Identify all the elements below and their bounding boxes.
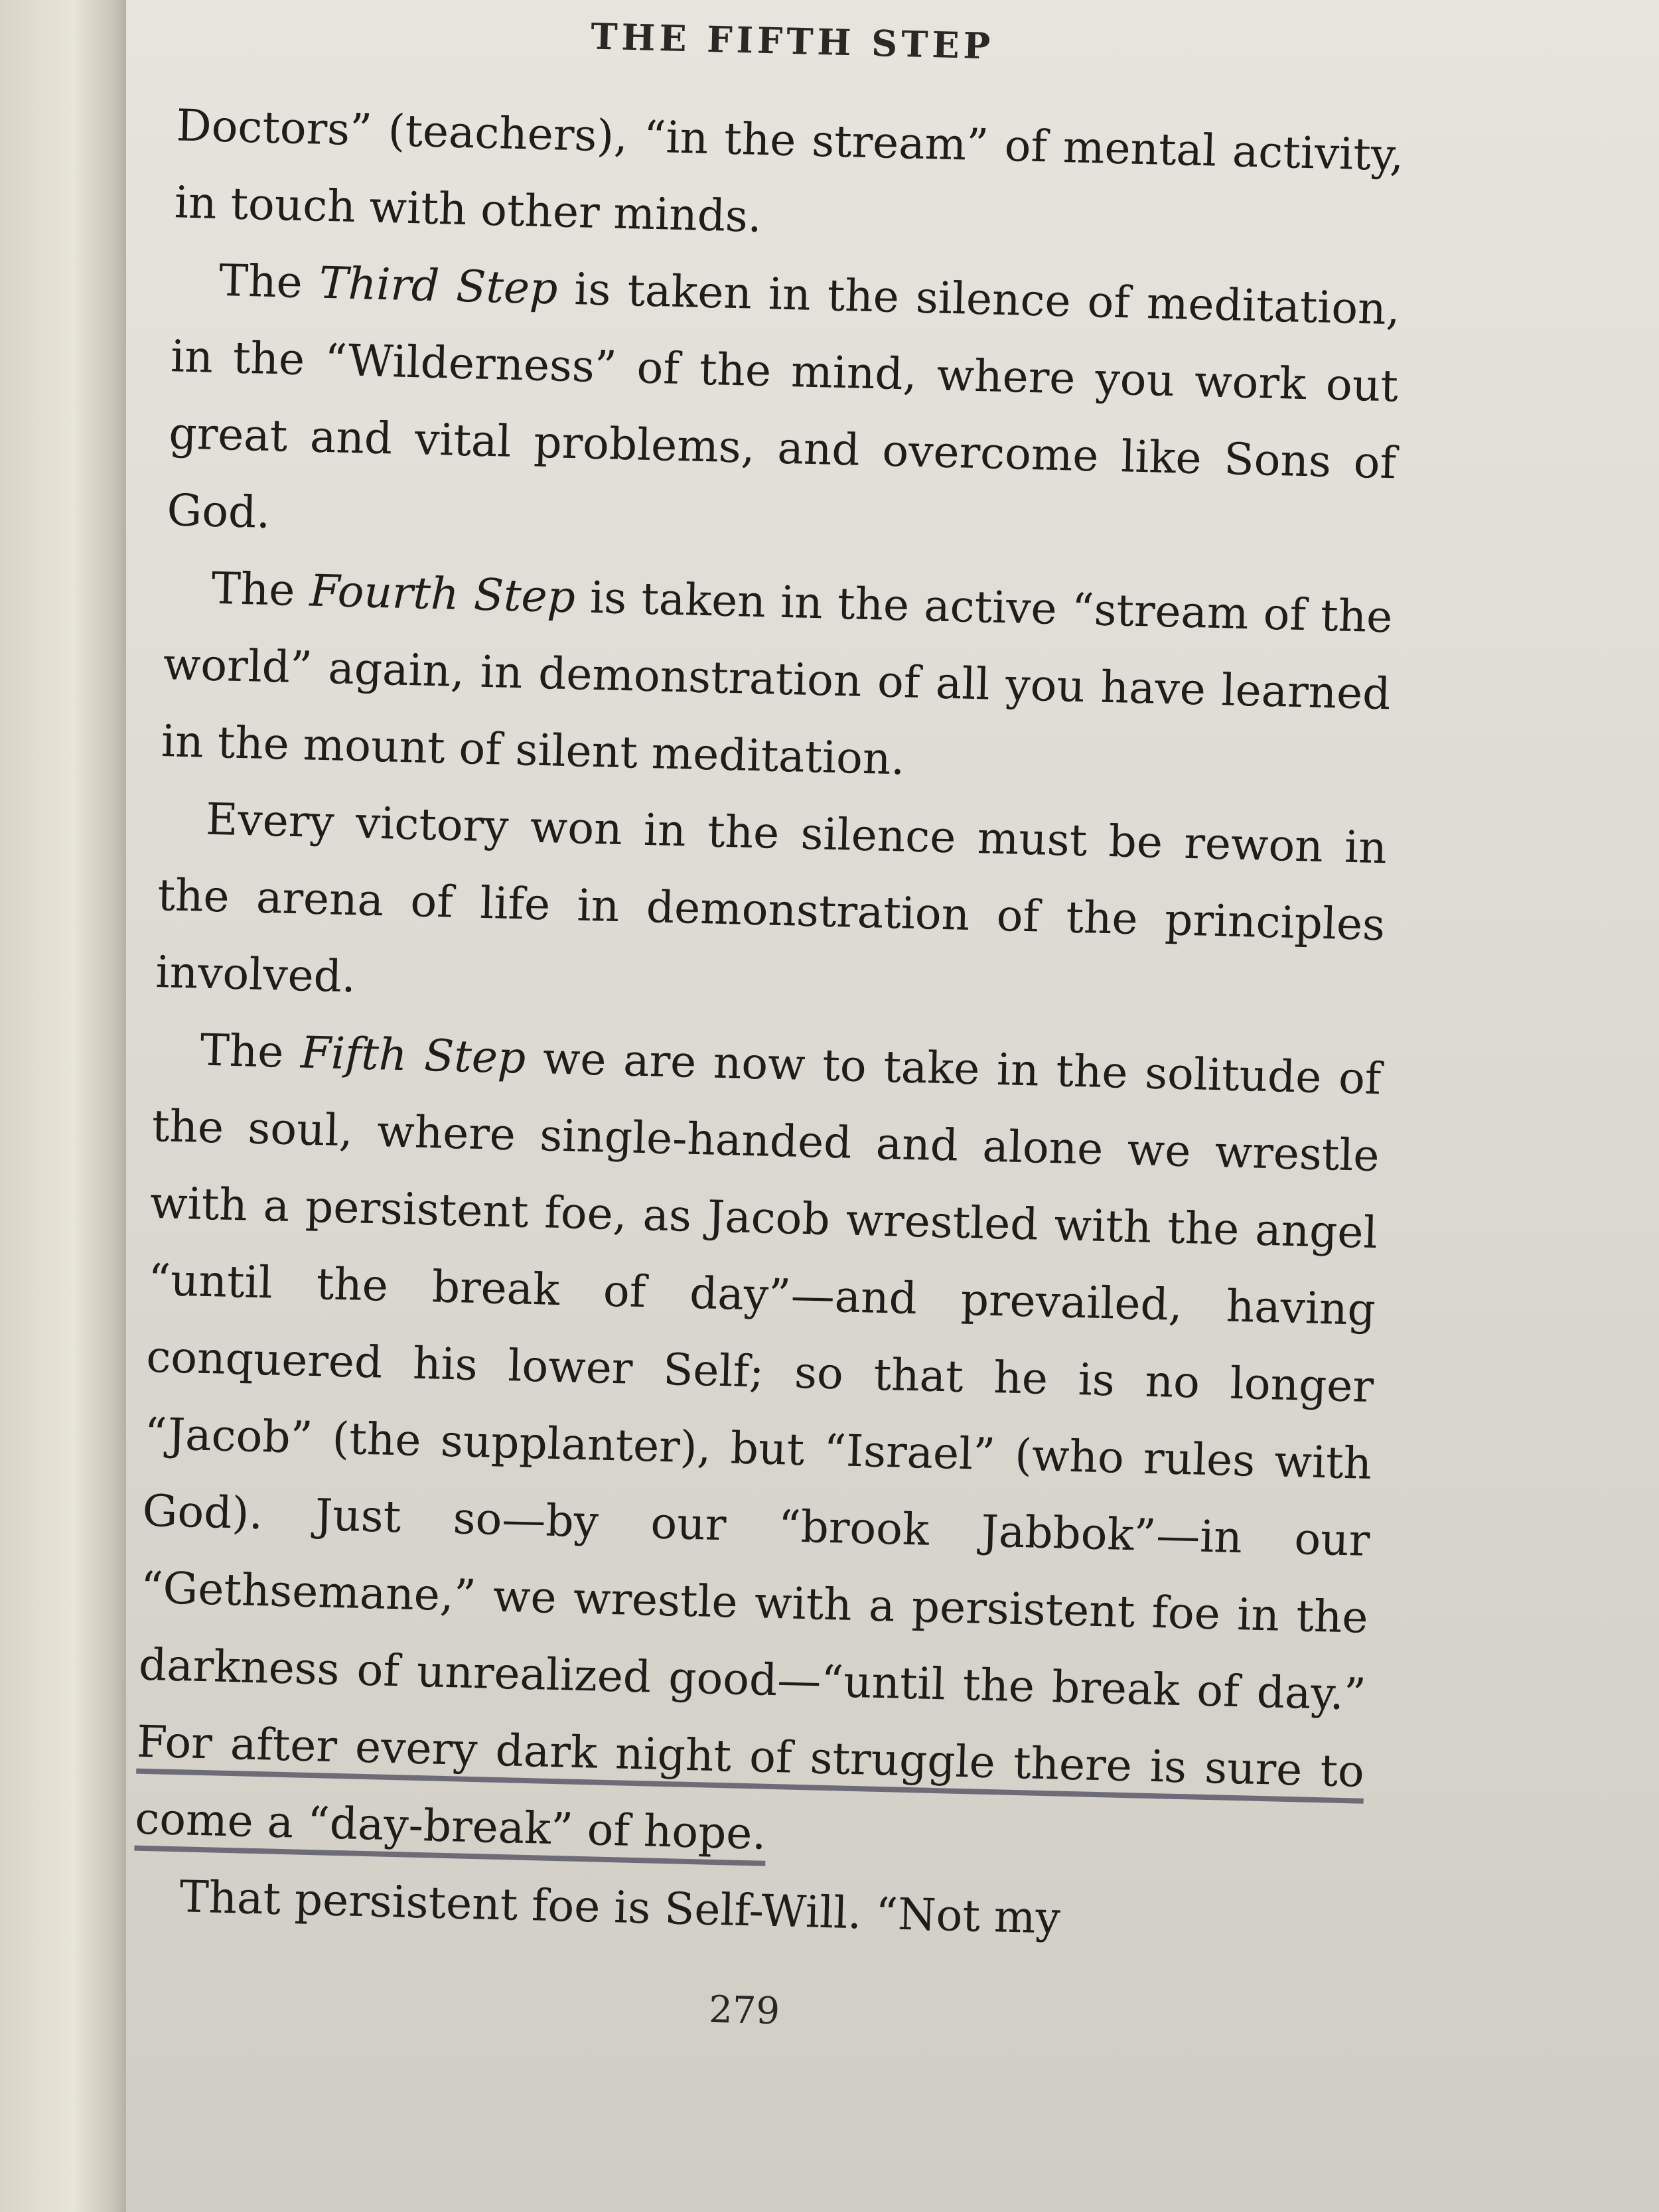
text-run: is taken in the active “stream of the world” again, in demonstration of all you have learned in the mount of silent meditation. <box>161 571 1394 785</box>
text-run: The <box>218 254 320 309</box>
text-run: Doctors” (teachers), “in the stream” of mental activity, in touch with other minds. <box>174 100 1405 242</box>
underlined-text: For after every dark night of struggle there is sure to come a “day-break” of hope. <box>134 1716 1365 1860</box>
italic-text: Fifth Step <box>300 1027 527 1084</box>
text-run: That persistent foe is Self-Will. “Not my <box>179 1871 1061 1944</box>
page-number: 279 <box>708 1988 780 2033</box>
paragraph <box>134 1011 1382 1887</box>
text-run: The <box>199 1024 302 1078</box>
italic-text: Third Step <box>318 257 559 315</box>
book-spine <box>0 0 133 2212</box>
body-text <box>132 87 1404 1964</box>
paragraph <box>155 780 1388 1041</box>
paragraph <box>166 241 1401 579</box>
text-block <box>127 5 1407 2191</box>
text-run: Every victory won in the silence must be rewon in the arena of life in demonstration of the principles involved. <box>155 793 1388 1003</box>
text-run: we are now to take in the solitude of the soul, where single-handed and alone we wrestle with a persistent foe, as Jacob wrestled with the angel “until the break of day”—and prevailed, having conquered his lower Self; so that he is no longer “Jacob” (the supplanter), but “Israel” (who rules with God). Just so—by our “brook Jabbok”—in our “Gethsemane,” we wrestle with a persistent foe in the darkness of unrealized good—“until the break of day.” <box>138 1032 1382 1720</box>
paragraph <box>161 549 1394 810</box>
text-run: The <box>210 562 311 617</box>
italic-text: Fourth Step <box>309 565 576 623</box>
paragraph <box>174 87 1405 271</box>
text-run: is taken in the silence of meditation, in the “Wilderness” of the mind, where you work out great and vital problems, and overcome like Sons of God. <box>166 263 1401 538</box>
running-head: THE FIFTH STEP <box>590 15 995 68</box>
